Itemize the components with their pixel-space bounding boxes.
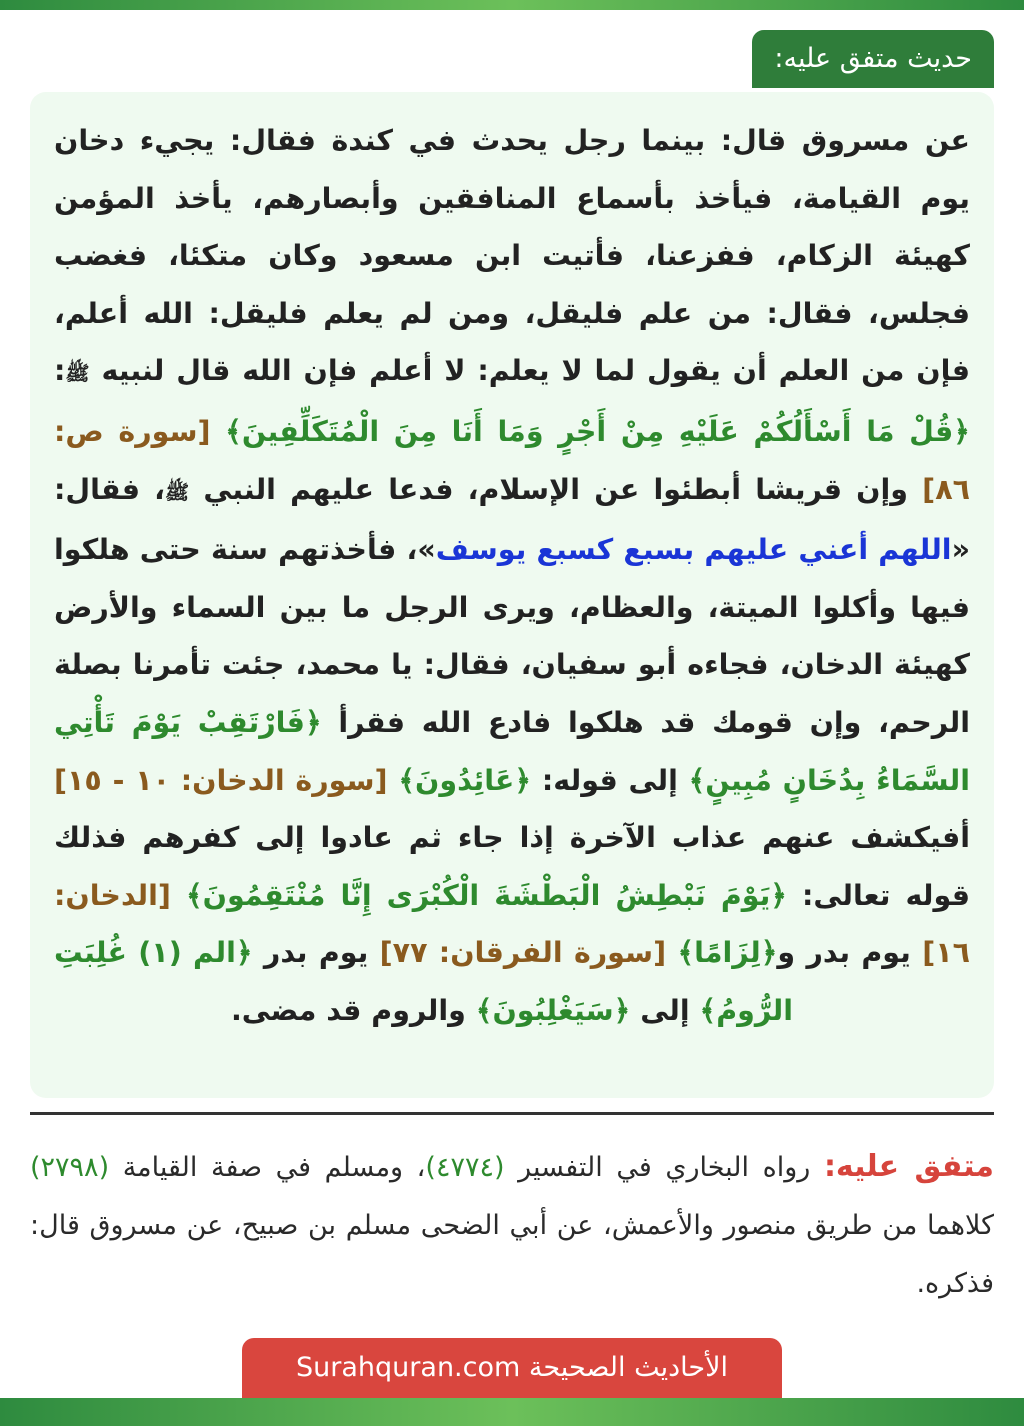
hadith-number: (٤٧٧٤): [425, 1152, 505, 1183]
takhrij-heading: متفق عليه:: [823, 1149, 995, 1184]
salawat-symbol: ﷺ: [165, 479, 190, 504]
hadith-narration-part: يوم بدر و: [777, 936, 923, 970]
verse-reference: [سورة الفرقان: ٧٧]: [379, 936, 667, 970]
takhrij-text: رواه البخاري في التفسير: [504, 1152, 824, 1183]
site-badge[interactable]: الأحاديث الصحيحة Surahquran.com: [242, 1338, 782, 1398]
takhrij-note: [30, 1138, 994, 1313]
hadith-type-label: حديث متفق عليه:: [752, 30, 994, 88]
verse-reference: [الدخان: ١٦]: [54, 878, 971, 970]
hadith-narration-part: »، فأخذتهم سنة حتى هلكوا فيها وأكلوا الميتة، والعظام، ويرى الرجل ما بين السماء والأرض كهيئة الدخان، فجاءه أبو سفيان، فقال: يا محمد، جئت تأمرنا بصلة الرحم، وإن قومك قد هلكوا فادع الله فقرأ: [54, 533, 971, 739]
hadith-narration-part: ، فقال: «: [54, 472, 970, 567]
takhrij-text: كلاهما من طريق منصور والأعمش، عن أبي الضحى مسلم بن صبيح، عن مسروق قال: فذكره.: [30, 1210, 994, 1299]
quran-verse: ﴿سَيَغْلِبُونَ﴾: [475, 993, 631, 1027]
hadith-narration-part: يوم بدر: [252, 936, 380, 970]
hadith-narration-part: أفيكشف عنهم عذاب الآخرة إذا جاء ثم عادوا إلى كفرهم فذلك قوله تعالى:: [54, 821, 970, 912]
quran-verse: ﴿لِزَامًا﴾: [677, 936, 778, 970]
hadith-card: [30, 92, 994, 1098]
section-divider: [30, 1112, 994, 1115]
quran-verse: ﴿الم (١) غُلِبَتِ الرُّومُ﴾: [54, 936, 794, 1027]
hadith-narration-part: والروم قد مضى.: [230, 993, 476, 1027]
bottom-accent-bar: [0, 1398, 1024, 1426]
quran-verse: ﴿فَارْتَقِبْ يَوْمَ تَأْتِي السَّمَاءُ بِدُخَانٍ مُبِينٍ﴾: [54, 705, 970, 797]
hadith-narration-part: :: [54, 354, 66, 388]
quran-verse: ﴿عَائِدُونَ﴾: [398, 763, 532, 797]
quran-verse: ﴿قُلْ مَا أَسْأَلُكُمْ عَلَيْهِ مِنْ أَجْرٍ وَمَا أَنَا مِنَ الْمُتَكَلِّفِينَ﴾: [225, 414, 970, 448]
hadith-narration-part: إلى: [630, 993, 700, 1027]
verse-reference: [سورة الدخان: ١٠ - ١٥]: [54, 763, 388, 797]
hadith-number: (٢٧٩٨): [30, 1152, 110, 1183]
hadith-narration-part: وإن قريشا أبطئوا عن الإسلام، فدعا عليهم النبي: [189, 472, 923, 506]
hadith-text: [54, 112, 970, 1040]
verse-reference: [سورة ص: ٨٦]: [54, 414, 970, 506]
quran-verse: ﴿يَوْمَ نَبْطِشُ الْبَطْشَةَ الْكُبْرَى إِنَّا مُنْتَقِمُونَ﴾: [185, 878, 787, 912]
salawat-symbol: ﷺ: [65, 361, 90, 386]
hadith-narration-part: إلى قوله:: [531, 763, 689, 797]
hadith-narration-part: عن مسروق قال: بينما رجل يحدث في كندة فقال: يجيء دخان يوم القيامة، فيأخذ بأسماع المنافقين وأبصارهم، يأخذ المؤمن كهيئة الزكام، ففزعنا، فأتيت ابن مسعود وكان متكئا، فغضب فجلس، فقال: من علم فليقل، ومن لم يعلم فليقل: الله أعلم، فإن من العلم أن يقول لما لا يعلم: لا أعلم فإن الله قال لنبيه: [54, 124, 970, 388]
prophet-supplication: اللهم أعني عليهم بسبع كسبع يوسف: [435, 533, 952, 567]
takhrij-text: ، ومسلم في صفة القيامة: [109, 1152, 426, 1183]
top-accent-bar: [0, 0, 1024, 10]
